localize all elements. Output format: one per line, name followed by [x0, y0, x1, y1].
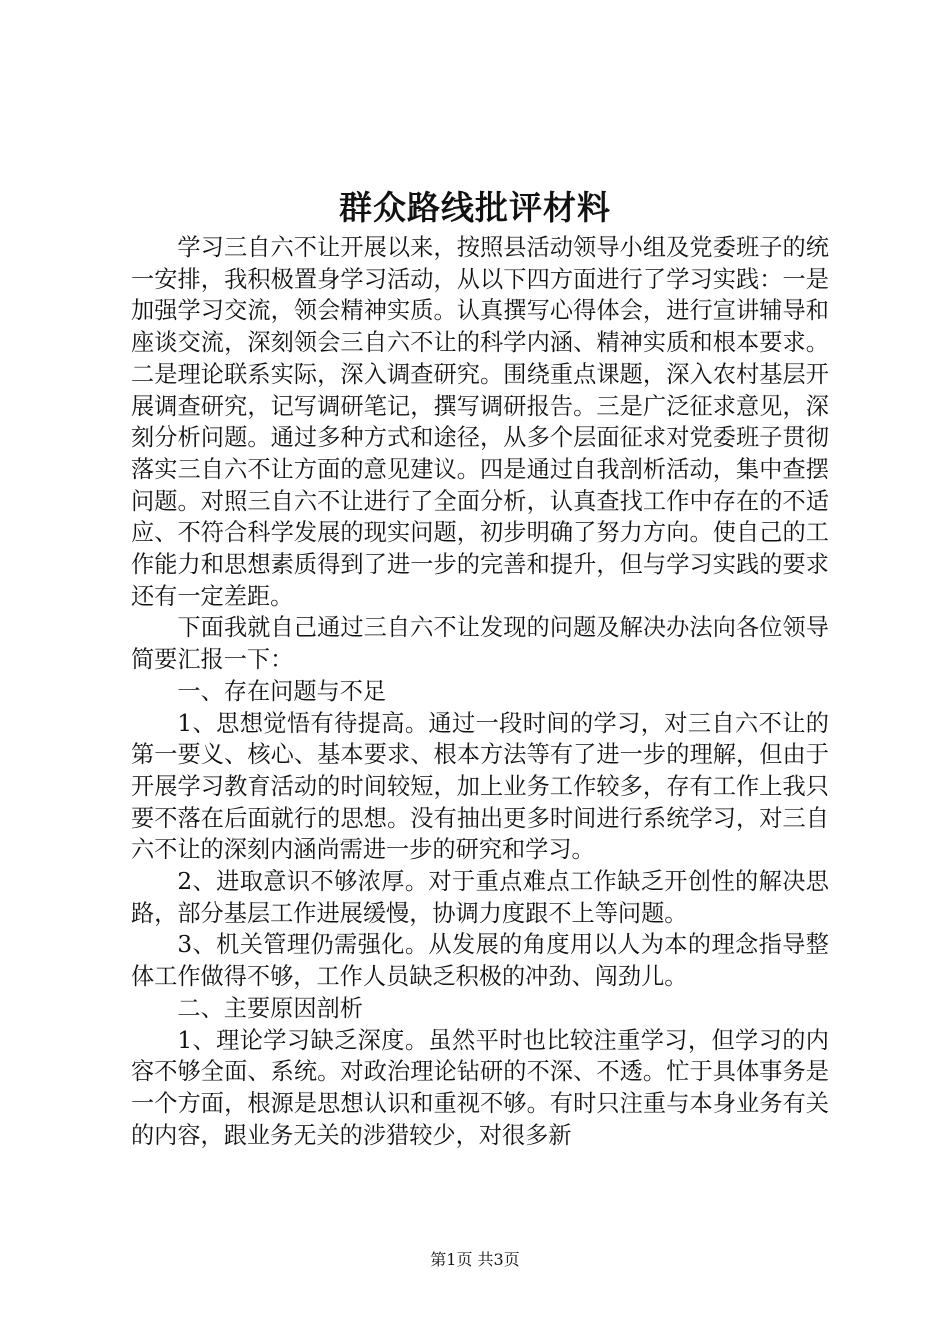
section-heading: 二、主要原因剖析	[177, 994, 363, 1022]
paragraph: 1、思想觉悟有待提高。通过一段时间的学习，对三自六不让的第一要义、核心、基本要求、根本方法等有了进一步的理解，但由于开展学习教育活动的时间较短，加上业务工作较多，存有工作上我只要不落在后面就行的思想。没有抽出更多时间进行系统学习，对三自六不让的深刻内涵尚需进一步的研究和学习。	[131, 709, 829, 864]
section-heading: 一、存在问题与不足	[177, 677, 387, 705]
paragraph: 学习三自六不让开展以来，按照县活动领导小组及党委班子的统一安排，我积极置身学习活动，从以下四方面进行了学习实践：一是加强学习交流，领会精神实质。认真撰写心得体会，进行宣讲辅导和座谈交流，深刻领会三自六不让的科学内涵、精神实质和根本要求。二是理论联系实际，深入调查研究。围绕重点课题，深入农村基层开展调查研究，记写调研笔记，撰写调研报告。三是广泛征求意见，深刻分析问题。通过多种方式和途径，从多个层面征求对党委班子贯彻落实三自六不让方面的意见建议。四是通过自我剖析活动，集中查摆问题。对照三自六不让进行了全面分析，认真查找工作中存在的不适应、不符合科学发展的现实问题，初步明确了努力方向。使自己的工作能力和思想素质得到了进一步的完善和提升，但与学习实践的要求还有一定差距。	[131, 234, 829, 610]
paragraph: 3、机关管理仍需强化。从发展的角度用以人为本的理念指导整体工作做得不够，工作人员缺乏积极的冲劲、闯劲儿。	[131, 931, 829, 991]
page-footer: 第1页 共3页	[430, 1250, 520, 1269]
paragraph: 下面我就自己通过三自六不让发现的问题及解决办法向各位领导简要汇报一下：	[131, 614, 829, 674]
document-title: 群众路线批评材料	[339, 188, 611, 227]
paragraph: 1、理论学习缺乏深度。虽然平时也比较注重学习，但学习的内容不够全面、系统。对政治理论钻研的不深、不透。忙于具体事务是一个方面，根源是思想认识和重视不够。有时只注重与本身业务有关的内容，跟业务无关的涉猎较少，对很多新	[131, 1026, 829, 1149]
paragraph: 2、进取意识不够浓厚。对于重点难点工作缺乏开创性的解决思路，部分基层工作进展缓慢，协调力度跟不上等问题。	[131, 868, 829, 927]
document-body	[131, 232, 829, 1151]
